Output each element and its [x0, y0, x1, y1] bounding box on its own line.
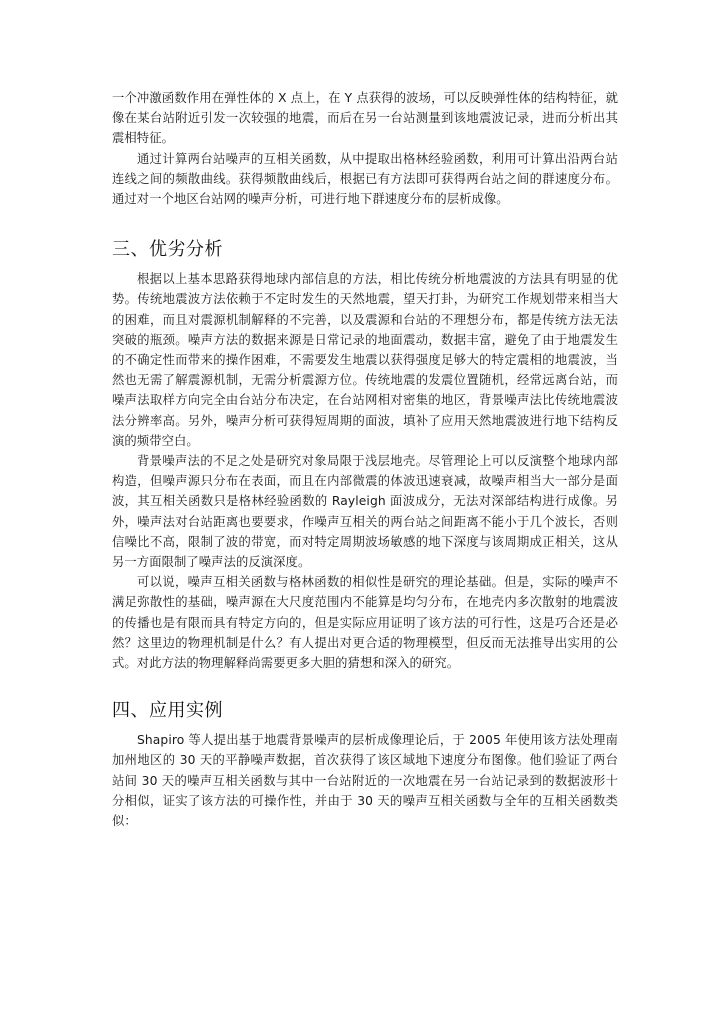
section-3-paragraph-2: 背景噪声法的不足之处是研究对象局限于浅层地壳。尽管理论上可以反演整个地球内部构造，但噪声源只分布在表面，而且在内部微震的体波迅速衰减，故噪声相当大一部分是面波，其互相关函数只是格林经验函数的 Rayleigh 面波成分，无法对深部结构进行成像。另外，噪声法对台站距离也要要求，作噪声互相关的两台站之间距离不能小于几个波长，否则信噪比不高，限制了波的带宽，而对特定周期波场敏感的地下深度与该周期成正相关，这从另一方面限制了噪声法的反演深度。: [112, 454, 618, 570]
document-page: [112, 88, 618, 831]
section-3-paragraph-3: 可以说，噪声互相关函数与格林函数的相似性是研究的理论基础。但是，实际的噪声不满足弥散性的基础，噪声源在大尺度范围内不能算是均匀分布，在地壳内多次散射的地震波的传播也是有限而具有特定方向的，但是实际应用证明了该方法的可行性，这是巧合还是必然？这里边的物理机制是什么？有人提出对更合适的物理模型，但反而无法推导出实用的公式。对此方法的物理解释尚需要更多大胆的猜想和深入的研究。: [112, 575, 618, 671]
section-3-heading: 三、优劣分析: [112, 239, 223, 261]
intro-paragraph-1: 一个冲激函数作用在弹性体的 X 点上，在 Y 点获得的波场，可以反映弹性体的结构特征，就像在某台站附近引发一次较强的地震，而后在另一台站测量到该地震波记录，进而分析出其震相特征。: [112, 91, 618, 146]
section-3-paragraph-1: 根据以上基本思路获得地球内部信息的方法，相比传统分析地震波的方法具有明显的优势。传统地震波方法依赖于不定时发生的天然地震，望天打卦，为研究工作规划带来相当大的困难，而且对震源机制解释的不完善，以及震源和台站的不理想分布，都是传统方法无法突破的瓶颈。噪声方法的数据来源是日常记录的地面震动，数据丰富，避免了由于地震发生的不确定性而带来的操作困难，不需要发生地震以获得强度足够大的特定震相的地震波，当然也无需了解震源机制，无需分析震源方位。传统地震的发震位置随机，经常远离台站，而噪声法取样方向完全由台站分布决定，在台站网相对密集的地区，背景噪声法比传统地震波法分辨率高。另外，噪声分析可获得短周期的面波，填补了应用天然地震波进行地下结构反演的频带空白。: [112, 272, 618, 448]
section-4-heading: 四、应用实例: [112, 700, 223, 722]
intro-paragraph-2: 通过计算两台站噪声的互相关函数，从中提取出格林经验函数，利用可计算出沿两台站连线之间的频散曲线。获得频散曲线后，根据已有方法即可获得两台站之间的群速度分布。通过对一个地区台站网的噪声分析，可进行地下群速度分布的层析成像。: [112, 151, 618, 207]
section-4-paragraph-1: Shapiro 等人提出基于地震背景噪声的层析成像理论后，于 2005 年使用该方法处理南加州地区的 30 天的平静噪声数据，首次获得了该区域地下速度分布图像。他们验证了两台站间 30 天的噪声互相关函数与其中一台站附近的一次地震在另一台站记录到的数据波形十分相似，证实了该方法的可操作性，并由于 30 天的噪声互相关函数与全年的互相关函数类似：: [112, 733, 618, 829]
